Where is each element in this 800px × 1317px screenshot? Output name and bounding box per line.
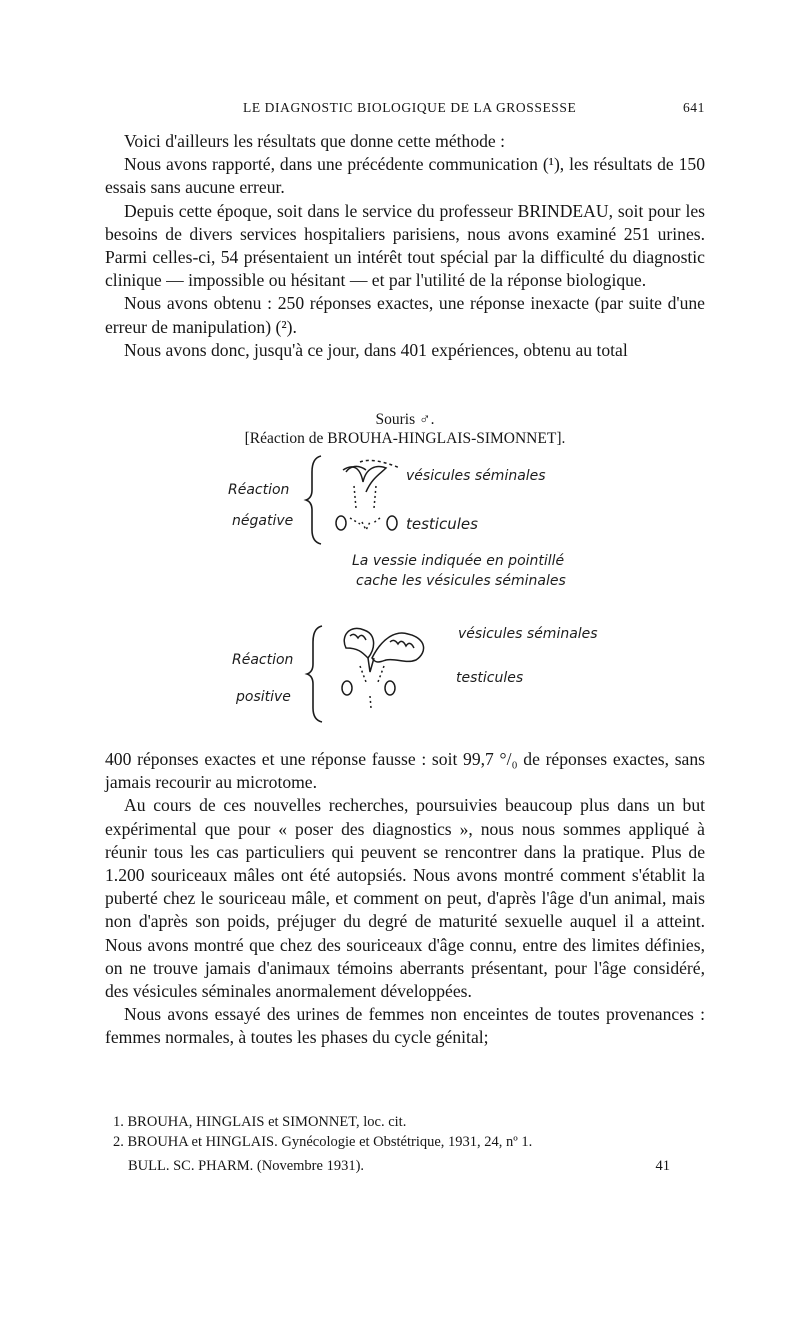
- footnotes: [105, 1112, 705, 1152]
- paragraph: Nous avons rapporté, dans une précédente communication (¹), les résultats de 150 essais sans aucune erreur.: [105, 154, 705, 198]
- paragraph: Au cours de ces nouvelles recherches, poursuivies beaucoup plus dans un but expérimental que pour « poser des diagnostics », nous nous sommes appliqué à réunir tous les cas particuliers qui peuvent se rencontrer dans la pratique. Plus de 1.200 souriceaux mâles ont été autopsiés. Nous avons montré comment s'établit la puberté chez le souriceau mâle, et comment on peut, d'après l'âge d'un animal, mais non d'après son poids, préjuger du degré de maturité sexuelle auquel il a atteint. Nous avons montré que chez des souriceaux d'âge connu, entre des limites définies, on ne trouve jamais d'animaux témoins aberrants présentant, pour l'âge considéré, des vésicules séminales anormalement développées.: [105, 795, 705, 1002]
- positive-vesicles-label: vésicules séminales: [458, 626, 598, 642]
- paragraph: Nous avons essayé des urines de femmes non enceintes de toutes provenances : femmes normales, à toutes les phases du cycle génital;: [105, 1004, 705, 1048]
- body-text-top: [105, 130, 705, 362]
- paragraph: Depuis cette époque, soit dans le service du professeur BRINDEAU, soit pour les besoins de divers services hospitaliers parisiens, nous avons examiné 251 urines. Parmi celles-ci, 54 présentaient un intérêt tout spécial par la difficulté du diagnostic clinique — impossible ou hésitant — et par l'utilité de la réponse biologique.: [105, 200, 705, 291]
- negative-label-line1: Réaction: [228, 482, 290, 498]
- positive-label-line1: Réaction: [232, 652, 294, 668]
- footnote: 2. BROUHA et HINGLAIS. Gynécologie et Obstétrique, 1931, 24, nº 1.: [113, 1134, 533, 1150]
- figure-subtitle: [Réaction de BROUHA-HINGLAIS-SIMONNET].: [244, 430, 566, 447]
- negative-testicles-label: testicules: [406, 515, 478, 533]
- paragraph: Nous avons donc, jusqu'à ce jour, dans 401 expériences, obtenu au total: [124, 339, 628, 360]
- negative-vesicles-label: vésicules séminales: [406, 468, 546, 484]
- paragraph: Voici d'ailleurs les résultats que donne cette méthode :: [124, 131, 506, 151]
- positive-brace: [307, 626, 322, 722]
- figure-title: Souris ♂.: [375, 411, 435, 428]
- negative-vesicle-sketch: [336, 460, 400, 530]
- figure-caption: [105, 410, 705, 448]
- negative-note-line1: La vessie indiquée en pointillé: [352, 553, 565, 569]
- footnote: 1. BROUHA, HINGLAIS et SIMONNET, loc. cit.: [113, 1114, 407, 1130]
- bottom-line: [128, 1158, 670, 1175]
- paragraph: Nous avons obtenu : 250 réponses exactes, une réponse inexacte (par suite d'une erreur de manipulation) (²).: [105, 293, 705, 337]
- running-head-title: LE DIAGNOSTIC BIOLOGIQUE DE LA GROSSESSE: [243, 100, 577, 115]
- paragraph: 400 réponses exactes et une réponse fausse : soit 99,7 °/₀ de réponses exactes, sans jamais recourir au microtome.: [105, 749, 705, 793]
- positive-testicles-label: testicules: [456, 670, 524, 686]
- mouse-reaction-figure: [200, 452, 620, 730]
- body-text-bottom: [105, 748, 705, 1050]
- page-number: 641: [682, 100, 705, 115]
- negative-note-line2: cache les vésicules séminales: [356, 573, 566, 589]
- signature-number: 41: [655, 1158, 670, 1174]
- positive-label-line2: positive: [236, 689, 291, 705]
- negative-brace: [306, 456, 321, 544]
- negative-label-line2: négative: [232, 513, 294, 529]
- journal-reference: BULL. SC. PHARM. (Novembre 1931).: [128, 1158, 365, 1174]
- running-head: [105, 100, 705, 120]
- positive-vesicle-sketch: [342, 628, 424, 708]
